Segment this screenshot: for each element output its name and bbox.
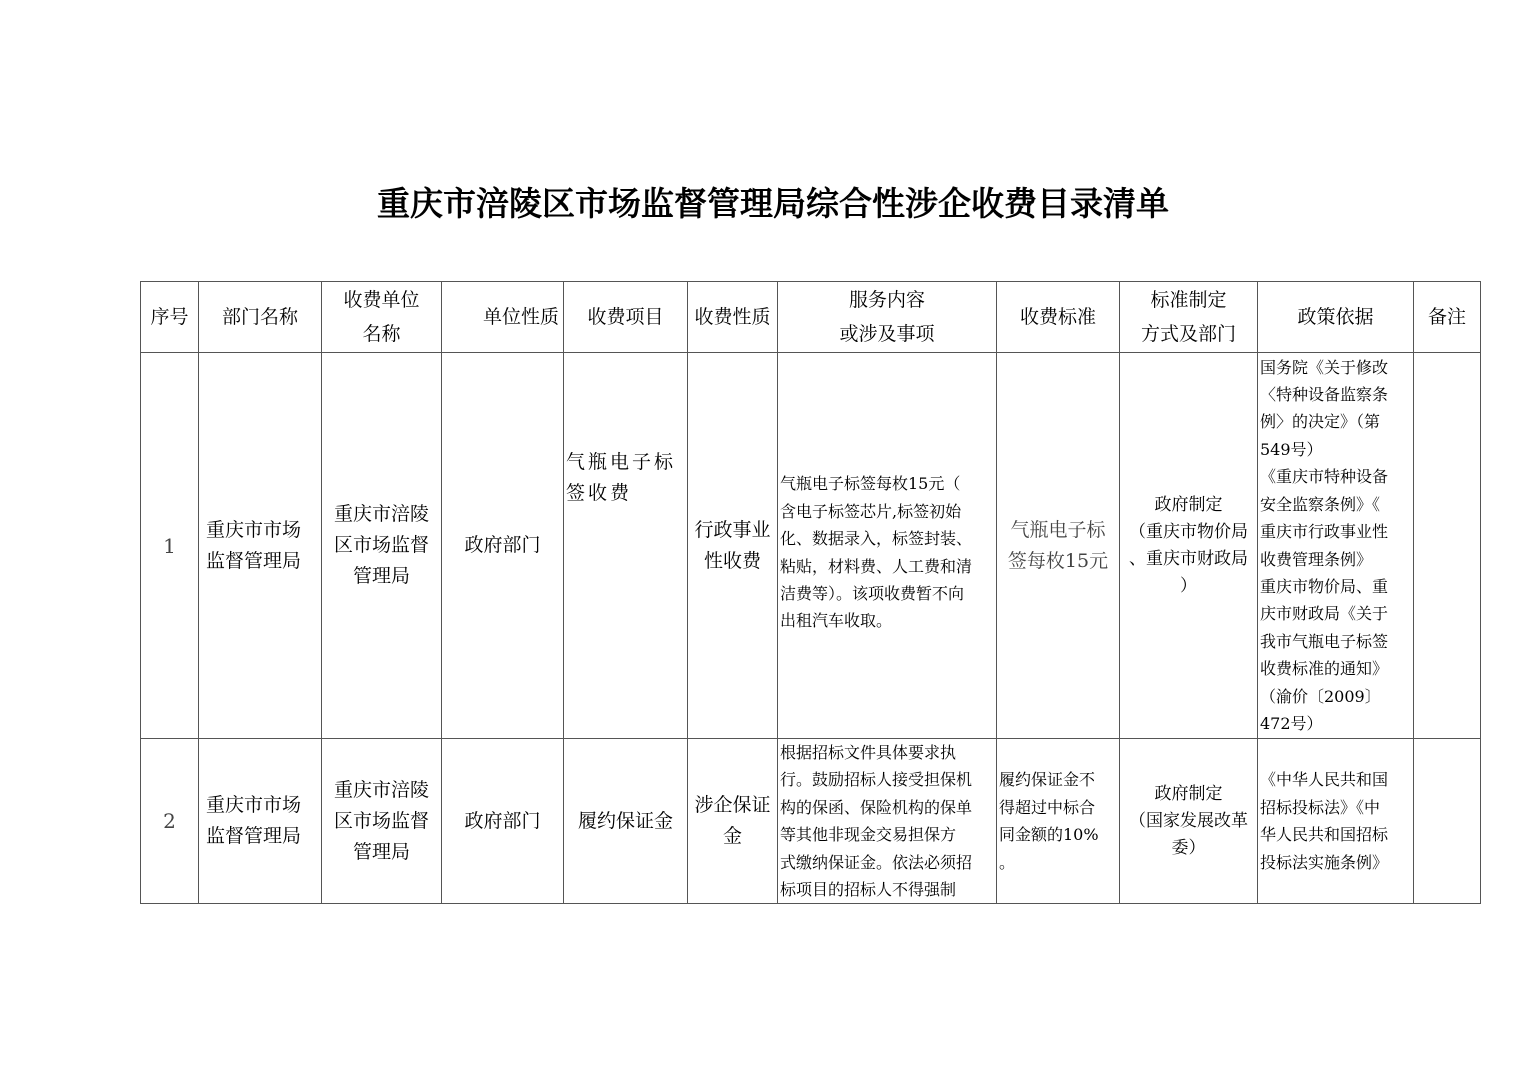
cell-item: 气瓶电子标 签收费 — [564, 353, 688, 739]
cell-fee-type: 涉企保证 金 — [688, 739, 778, 904]
header-dept: 部门名称 — [199, 282, 322, 353]
cell-method: 政府制定 （重庆市物价局 、重庆市财政局 ） — [1120, 353, 1258, 739]
header-unit: 收费单位 名称 — [322, 282, 442, 353]
header-standard: 收费标准 — [997, 282, 1120, 353]
page-title: 重庆市涪陵区市场监督管理局综合性涉企收费目录清单 — [377, 184, 1169, 223]
cell-policy: 《中华人民共和国 招标投标法》《中 华人民共和国招标 投标法实施条例》 — [1258, 739, 1414, 904]
fee-catalog-table — [140, 281, 1481, 904]
cell-seq: 1 — [141, 353, 199, 739]
cell-unit: 重庆市涪陵 区市场监督 管理局 — [322, 739, 442, 904]
table-header-row — [141, 282, 1481, 353]
table-row — [141, 353, 1481, 739]
cell-item: 履约保证金 — [564, 739, 688, 904]
cell-fee-type: 行政事业 性收费 — [688, 353, 778, 739]
cell-note — [1414, 739, 1481, 904]
cell-method: 政府制定 （国家发展改革 委） — [1120, 739, 1258, 904]
cell-standard: 履约保证金不 得超过中标合 同金额的10% 。 — [997, 739, 1120, 904]
cell-service: 根据招标文件具体要求执 行。鼓励招标人接受担保机 构的保函、保险机构的保单 等其他非现金交易担保方 式缴纳保证金。依法必须招 标项目的招标人不得强制 — [778, 739, 997, 904]
cell-standard: 气瓶电子标 签每枚15元 — [997, 353, 1120, 739]
cell-policy: 国务院《关于修改 〈特种设备监察条 例〉的决定》（第 549号） 《重庆市特种设备 安全监察条例》《 重庆市行政事业性 收费管理条例》 重庆市物价局、重 庆市财政局《关于 我市气瓶电子标签 收费标准的通知》 （渝价〔2009〕 472号） — [1258, 353, 1414, 739]
header-seq: 序号 — [141, 282, 199, 353]
cell-unit: 重庆市涪陵 区市场监督 管理局 — [322, 353, 442, 739]
header-note: 备注 — [1414, 282, 1481, 353]
header-fee-type: 收费性质 — [688, 282, 778, 353]
cell-dept: 重庆市市场 监督管理局 — [199, 353, 322, 739]
header-service: 服务内容 或涉及事项 — [778, 282, 997, 353]
header-nature: 单位性质 — [442, 282, 564, 353]
cell-dept: 重庆市市场 监督管理局 — [199, 739, 322, 904]
cell-service: 气瓶电子标签每枚15元（ 含电子标签芯片,标签初始 化、数据录入，标签封装、 粘贴，材料费、人工费和清 洁费等）。该项收费暂不向 出租汽车收取。 — [778, 353, 997, 739]
cell-nature: 政府部门 — [442, 353, 564, 739]
header-item: 收费项目 — [564, 282, 688, 353]
header-method: 标准制定 方式及部门 — [1120, 282, 1258, 353]
header-policy: 政策依据 — [1258, 282, 1414, 353]
cell-nature: 政府部门 — [442, 739, 564, 904]
cell-seq: 2 — [141, 739, 199, 904]
table-row — [141, 739, 1481, 904]
cell-note — [1414, 353, 1481, 739]
